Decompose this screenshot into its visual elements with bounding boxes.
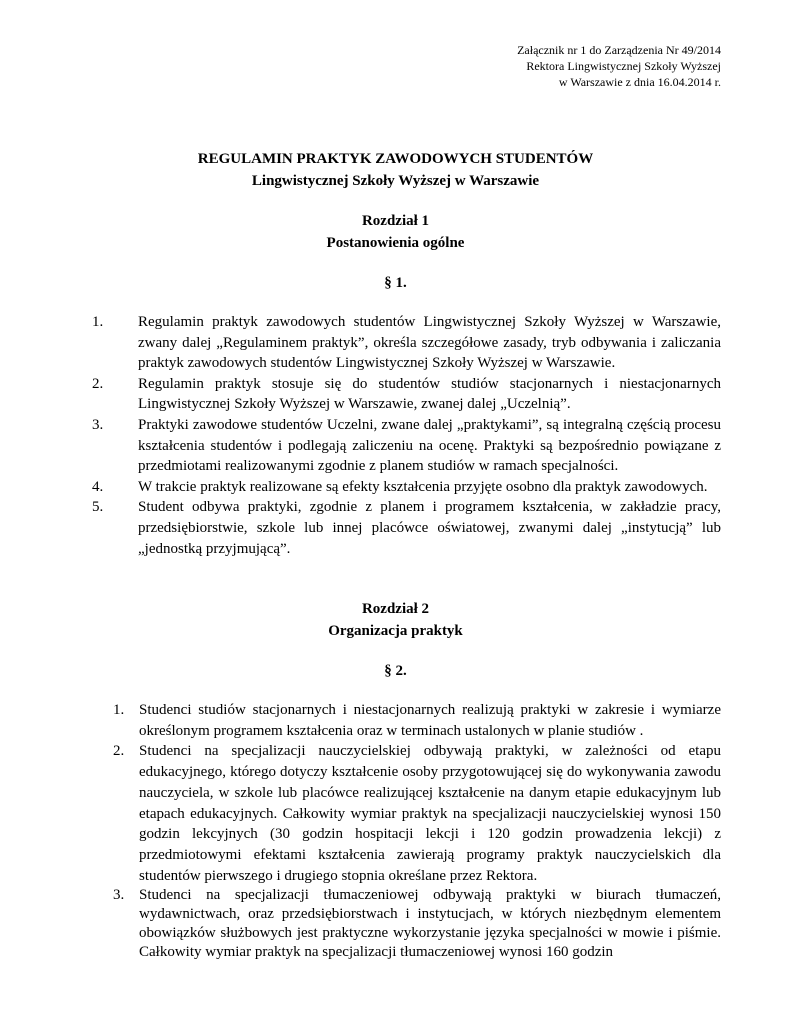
section-1-heading: § 1. — [384, 275, 407, 291]
list-item — [80, 312, 721, 374]
item-text: W trakcie praktyk realizowane są efekty kształcenia przyjęte osobno dla praktyk zawodowych. — [138, 478, 708, 495]
list-item — [80, 374, 721, 415]
list-item — [80, 477, 721, 498]
item-number: 4. — [92, 478, 104, 495]
chapter-2-label: Rozdział 2 — [361, 601, 430, 617]
chapter-1-name: Postanowienia ogólne — [326, 235, 465, 251]
list-item — [80, 415, 721, 477]
chapter-1-label: Rozdział 1 — [361, 213, 430, 229]
item-text: Regulamin praktyk stosuje się do studentów studiów stacjonarnych i niestacjonarnych Lingwistycznej Szkoły Wyższej w Warszawie, zwanej dalej „Uczelnią”. — [138, 375, 721, 413]
item-text: Praktyki zawodowe studentów Uczelni, zwane dalej „praktykami”, są integralną częścią procesu kształcenia studentów i podlegają zaliczeniu na ocenę. Praktyki są bezpośrednio powiązane z przedmiotami realizowanymi zgodnie z planem studiów w ramach specjalności. — [138, 416, 721, 475]
list-item — [105, 741, 721, 886]
item-text: Studenci na specjalizacji nauczycielskiej odbywają praktyki, w zależności od etapu edukacyjnego, którego dotyczy kształcenie osoby przygotowującej się do wykonywania zawodu nauczyciela, w szkole lub placówce realizującej kształcenie na danym etapie edukacyjnym lub etapach edukacyjnych. Całkowity wymiar praktyk na specjalizacji nauczycielskiej wynosi 150 godzin lekcyjnych (30 godzin hospitacji lekcji i 120 godzin prowadzenia lekcji) z przedmiotowymi efektami kształcenia zawierają programy praktyk nauczycielskich dla studentów pierwszego i drugiego stopnia określane przez Rektora. — [139, 743, 721, 884]
item-number: 3. — [113, 887, 125, 904]
list-item — [80, 497, 721, 559]
item-text: Studenci studiów stacjonarnych i niestacjonarnych realizują praktyki w zakresie i wymiarze określonym programem kształcenia oraz w terminach ustalonych w planie studiów . — [139, 702, 721, 739]
item-text: Studenci na specjalizacji tłumaczeniowej odbywają praktyki w biurach tłumaczeń, wydawnictwach, oraz przedsiębiorstwach i instytucjach, w których niezbędnym elementem obowiązków służbowych jest praktyczne wykorzystanie języka specjalności w mowie i piśmie. Całkowity wymiar praktyk na specjalizacji tłumaczeniowej wynosi 160 godzin — [139, 887, 721, 961]
item-text: Student odbywa praktyki, zgodnie z planem i programem kształcenia, w zakładzie pracy, przedsiębiorstwie, szkole lub innej placówce oświatowej, zwanymi dalej „instytucją” lub „jednostką przyjmującą”. — [138, 499, 721, 557]
item-text: Regulamin praktyk zawodowych studentów Lingwistycznej Szkoły Wyższej w Warszawie, zwany dalej „Regulaminem praktyk”, określa szczegółowe zasady, tryb odbywania i zaliczania praktyk zawodowych studentów Lingwistycznej Szkoły Wyższej w Warszawie. — [138, 314, 721, 372]
annex-note-line-2: Rektora Lingwistycznej Szkoły Wyższej — [526, 59, 721, 73]
item-number: 1. — [113, 702, 125, 718]
document-subtitle: Lingwistycznej Szkoły Wyższej w Warszawie — [251, 173, 540, 189]
annex-note-line-1: Załącznik nr 1 do Zarządzenia Nr 49/2014 — [517, 43, 721, 57]
list-item — [105, 886, 721, 962]
item-number: 3. — [92, 416, 104, 433]
chapter-2-name: Organizacja praktyk — [328, 623, 463, 639]
item-number: 2. — [92, 375, 104, 392]
item-number: 1. — [92, 314, 104, 330]
annex-note — [391, 42, 721, 90]
item-number: 5. — [92, 499, 104, 516]
list-item — [105, 700, 721, 741]
section-2-heading: § 2. — [384, 663, 407, 679]
section-1-list — [80, 312, 721, 559]
annex-note-line-3: w Warszawie z dnia 16.04.2014 r. — [558, 75, 721, 89]
document-title: REGULAMIN PRAKTYK ZAWODOWYCH STUDENTÓW — [197, 151, 594, 167]
item-number: 2. — [113, 743, 125, 760]
section-2-list — [105, 700, 721, 962]
